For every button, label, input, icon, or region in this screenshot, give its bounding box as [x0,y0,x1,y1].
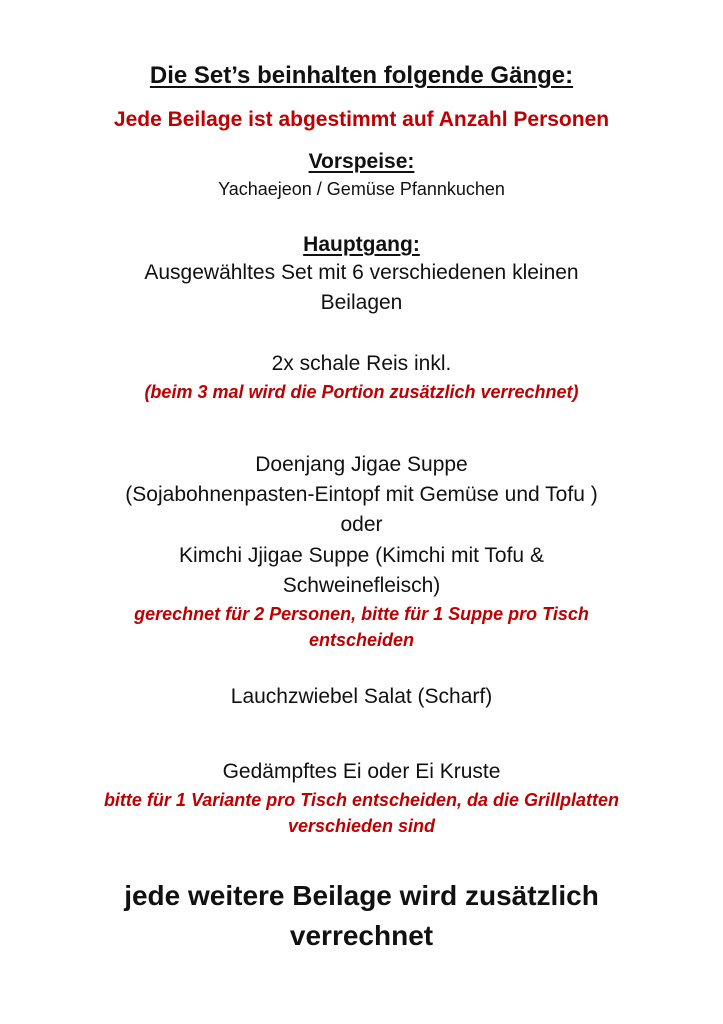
vorspeise-heading: Vorspeise: [308,150,415,173]
set-description-line2: Beilagen [320,291,403,314]
page-title: Die Set’s beinhalten folgende Gänge: [149,62,574,89]
rice-item: 2x schale Reis inkl. [271,352,452,375]
salad-item: Lauchzwiebel Salat (Scharf) [230,685,493,708]
soup-line1: Doenjang Jigae Suppe [255,453,468,476]
rice-note: (beim 3 mal wird die Portion zusätzlich verrechnet) [144,382,579,402]
footer-note-line1: jede weitere Beilage wird zusätzlich [124,880,599,911]
egg-note-line1: bitte für 1 Variante pro Tisch entscheiden, da die Grillplatten [103,790,620,810]
soup-line4: Schweinefleisch) [282,574,441,597]
set-description-line1: Ausgewähltes Set mit 6 verschiedenen kleinen [144,261,579,284]
soup-line3: Kimchi Jjigae Suppe (Kimchi mit Tofu & [179,544,544,567]
footer-note-line2: verrechnet [289,920,434,951]
vorspeise-item: Yachaejeon / Gemüse Pfannkuchen [218,179,505,199]
hauptgang-heading: Hauptgang: [303,233,420,256]
soup-or: oder [340,513,383,536]
soup-note-line2: entscheiden [308,630,415,650]
egg-item: Gedämpftes Ei oder Ei Kruste [222,760,501,783]
egg-note-line2: verschieden sind [287,816,436,836]
soup-note-line1: gerechnet für 2 Personen, bitte für 1 Suppe pro Tisch [134,604,589,624]
subtitle-note: Jede Beilage ist abgestimmt auf Anzahl Personen [113,108,610,131]
soup-line2: (Sojabohnenpasten-Eintopf mit Gemüse und Tofu ) [125,483,598,506]
